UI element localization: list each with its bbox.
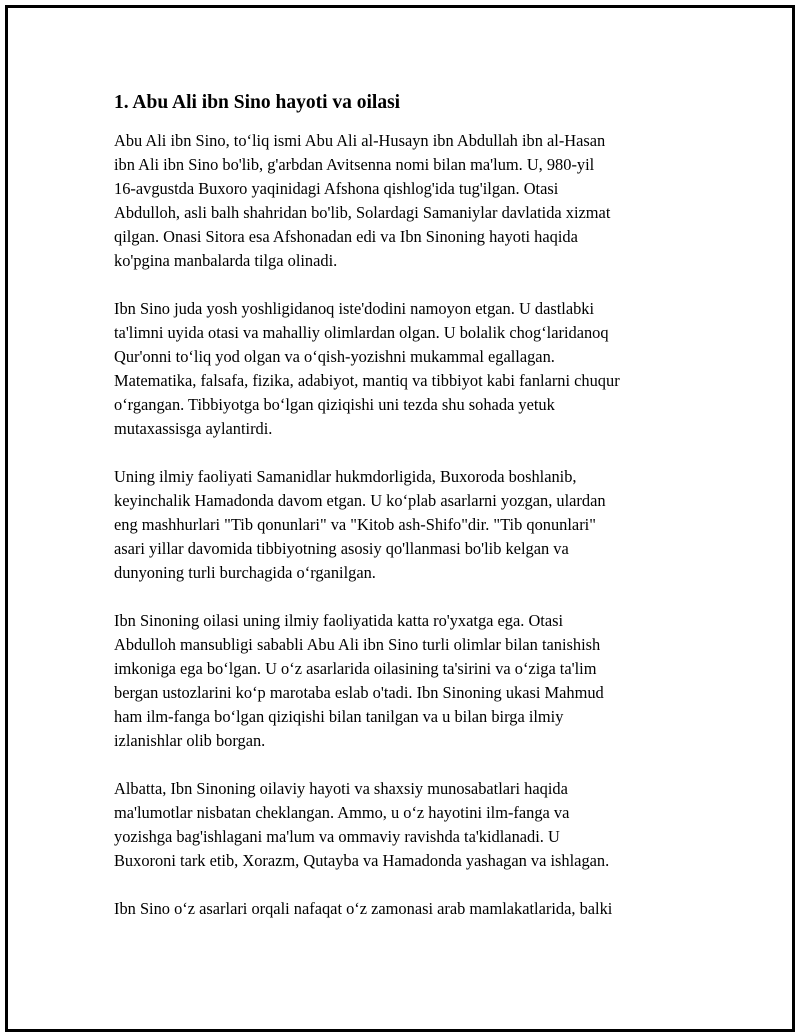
section-heading: 1. Abu Ali ibn Sino hayoti va oilasi bbox=[114, 92, 401, 113]
paragraph-scientific-work: Uning ilmiy faoliyati Samanidlar hukmdorligida, Buxoroda boshlanib, keyinchalik Hamadonda davom etgan. U ko‘plab asarlarni yozgan, ulardan eng mashhurlari "Tib qonunlari" va "Kitob ash-Shifo"dir. "Tib qonunlari" asari yillar davomida tibbiyotning asosiy qo'llanmasi bo'lib kelgan va dunyoning turli burchagida o‘rganilgan. bbox=[114, 467, 606, 582]
document-body bbox=[114, 90, 694, 945]
paragraph-personal-life: Albatta, Ibn Sinoning oilaviy hayoti va shaxsiy munosabatlari haqida ma'lumotlar nisbatan cheklangan. Ammo, u o‘z hayotini ilm-fanga va yozishga bag'ishlagani ma'lum va ommaviy ravishda ta'kidlanadi. U Buxoroni tark etib, Xorazm, Qutayba va Hamadonda yashagan va ishlagan. bbox=[114, 779, 610, 870]
paragraph-family: Ibn Sinoning oilasi uning ilmiy faoliyatida katta ro'yxatga ega. Otasi Abdulloh mansubligi sababli Abu Ali ibn Sino turli olimlar bilan tanishish imkoniga ega bo‘lgan. U o‘z asarlarida oilasining ta'sirini va o‘ziga ta'lim bergan ustozlarini ko‘p marotaba eslab o'tadi. Ibn Sinoning ukasi Mahmud ham ilm-fanga bo‘lgan qiziqishi bilan tanilgan va u bilan birga ilmiy izlanishlar olib borgan. bbox=[114, 611, 604, 750]
paragraph-legacy: Ibn Sino o‘z asarlari orqali nafaqat o‘z zamonasi arab mamlakatlarida, balki bbox=[114, 899, 613, 918]
paragraph-birth-and-parents: Abu Ali ibn Sino, to‘liq ismi Abu Ali al-Husayn ibn Abdullah ibn al-Hasan ibn Ali ibn Sino bo'lib, g'arbdan Avitsenna nomi bilan ma'lum. U, 980-yil 16-avgustda Buxoro yaqinidagi Afshona qishlog'ida tug'ilgan. Otasi Abdulloh, asli balh shahridan bo'lib, Solardagi Samaniylar davlatida xizmat qilgan. Onasi Sitora esa Afshonadan edi va Ibn Sinoning hayoti haqida ko'pgina manbalarda tilga olinadi. bbox=[114, 131, 611, 270]
paragraph-education: Ibn Sino juda yosh yoshligidanoq iste'dodini namoyon etgan. U dastlabki ta'limni uyida otasi va mahalliy olimlardan olgan. U bolalik chog‘laridanoq Qur'onni to‘liq yod olgan va o‘qish-yozishni mukammal egallagan. Matematika, falsafa, fizika, adabiyot, mantiq va tibbiyot kabi fanlarni chuqur o‘rgangan. Tibbiyotga bo‘lgan qiziqishi uni tezda shu sohada yetuk mutaxassisga aylantirdi. bbox=[114, 299, 620, 438]
